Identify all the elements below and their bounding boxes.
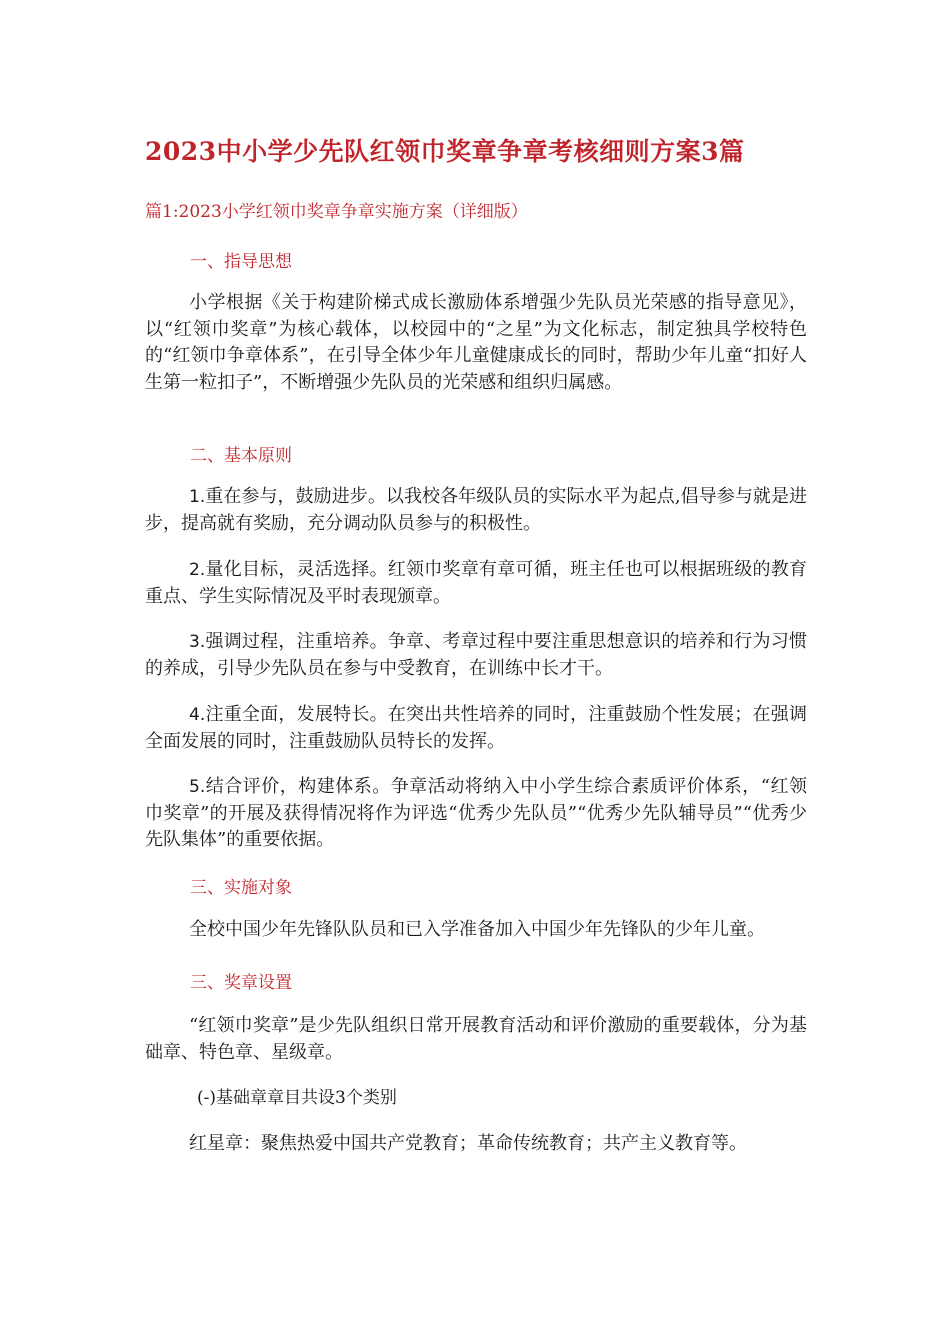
principle-number: 4. bbox=[189, 705, 206, 725]
paragraph-target: 全校中国少年先锋队队员和已入学准备加入中国少年先锋队的少年儿童。 bbox=[189, 919, 765, 940]
section-heading-target: 三、实施对象 bbox=[190, 878, 292, 898]
subheading-basic-medal: (-)基础章章目共设3个类别 bbox=[197, 1088, 397, 1108]
principle-text: 结合评价，构建体系。争章活动将纳入中小学生综合素质评价体系，“红领巾奖章”的开展及获得情况将作为评选“优秀少先队员”“优秀少先队辅导员”“优秀少先队集体”的重要依据。 bbox=[145, 776, 807, 850]
principle-text: 量化目标，灵活选择。红领巾奖章有章可循，班主任也可以根据班级的教育重点、学生实际情况及平时表现颁章。 bbox=[145, 559, 807, 607]
paragraph-red-star: 红星章：聚焦热爱中国共产党教育；革命传统教育；共产主义教育等。 bbox=[189, 1133, 747, 1154]
section-heading-medal: 三、奖章设置 bbox=[190, 973, 292, 993]
principle-text: 重在参与，鼓励进步。以我校各年级队员的实际水平为起点,倡导参与就是进步，提高就有奖励，充分调动队员参与的积极性。 bbox=[145, 486, 807, 534]
principle-number: 5. bbox=[189, 777, 206, 797]
principle-item-1 bbox=[145, 484, 807, 537]
paragraph-medal: “红领巾奖章”是少先队组织日常开展教育活动和评价激励的重要载体，分为基础章、特色章、星级章。 bbox=[145, 1015, 807, 1063]
section-heading-guiding: 一、指导思想 bbox=[190, 252, 292, 272]
principle-item-5 bbox=[145, 774, 807, 854]
section-heading-principles: 二、基本原则 bbox=[190, 446, 292, 466]
principle-item-3 bbox=[145, 629, 807, 682]
principle-number: 1. bbox=[189, 487, 206, 507]
principle-item-4 bbox=[145, 702, 807, 755]
document-title: 2023中小学少先队红领巾奖章争章考核细则方案3篇 bbox=[145, 137, 745, 166]
principle-text: 强调过程，注重培养。争章、考章过程中要注重思想意识的培养和行为习惯的养成，引导少先队员在参与中受教育，在训练中长才干。 bbox=[145, 631, 807, 679]
paragraph-guiding: 小学根据《关于构建阶梯式成长激励体系增强少先队员光荣感的指导意见》，以“红领巾奖章”为核心载体，以校园中的“之星”为文化标志，制定独具学校特色的“红领巾争章体系”，在引导全体少年儿童健康成长的同时，帮助少年儿童“扣好人生第一粒扣子”，不断增强少先队员的光荣感和组织归属感。 bbox=[145, 292, 807, 393]
principle-number: 3. bbox=[189, 632, 206, 652]
principle-number: 2. bbox=[189, 560, 206, 580]
principle-text: 注重全面，发展特长。在突出共性培养的同时，注重鼓励个性发展；在强调全面发展的同时，注重鼓励队员特长的发挥。 bbox=[145, 704, 807, 752]
principle-item-2 bbox=[145, 557, 807, 610]
document-subtitle: 篇1:2023小学红领巾奖章争章实施方案（详细版） bbox=[145, 202, 528, 222]
